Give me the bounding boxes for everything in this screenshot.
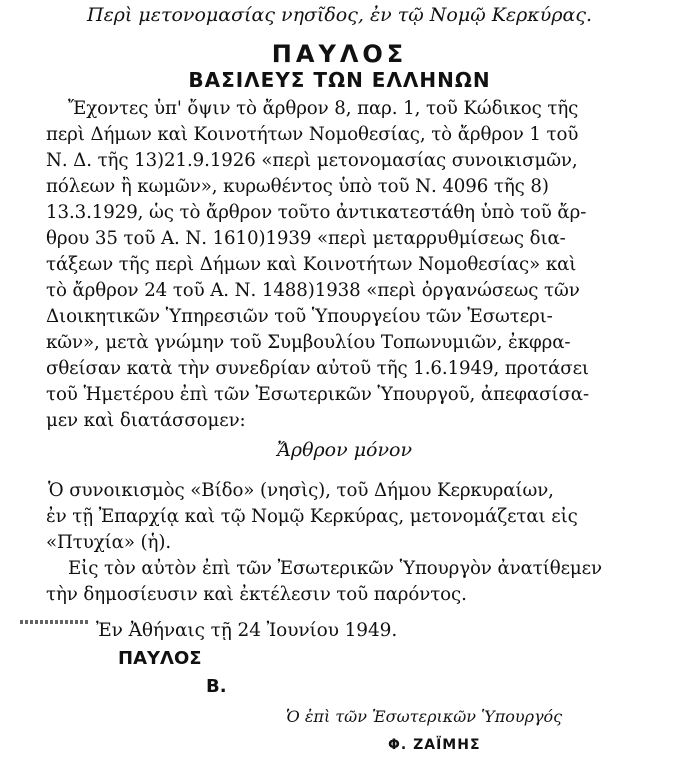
execution-line: Εἰς τὸν αὐτὸν ἐπὶ τῶν Ἐσωτερικῶν Ὑπουργὸν ἀνατίθεμεν bbox=[68, 558, 602, 579]
king-title-heading: ΒΑΣΙΛΕΥΣ ΤΩΝ ΕΛΛΗΝΩΝ bbox=[188, 68, 491, 92]
article-line: «Πτυχία» (ἡ). bbox=[46, 532, 172, 553]
preamble-line: Διοικητικῶν Ὑπηρεσιῶν τοῦ Ὑπουργείου τῶν Ἐσωτερι- bbox=[46, 306, 553, 327]
execution-line: τὴν δημοσίευσιν καὶ ἐκτέλεσιν τοῦ παρόντος. bbox=[46, 584, 467, 605]
place-date: Ἐν Ἀθήναις τῇ 24 Ἰουνίου 1949. bbox=[96, 620, 398, 641]
decree-subtitle: Περὶ μετονομασίας νησῖδος, ἐν τῷ Νομῷ Κερκύρας. bbox=[87, 4, 592, 26]
preamble-line: τὸ ἄρθρον 24 τοῦ Α. Ν. 1488)1938 «περὶ ὀργανώσεως τῶν bbox=[46, 280, 580, 301]
preamble-line: περὶ Δήμων καὶ Κοινοτήτων Νομοθεσίας, τὸ ἄρθρον 1 τοῦ bbox=[46, 124, 579, 145]
article-line: ἐν τῇ Ἐπαρχίᾳ καὶ τῷ Νομῷ Κερκύρας, μετονομάζεται εἰς bbox=[46, 506, 578, 527]
preamble-line: 13.3.1929, ὡς τὸ ἄρθρον τοῦτο ἀντικατεστάθη ὑπὸ τοῦ ἄρ- bbox=[46, 202, 587, 223]
minister-title: Ὁ ἐπὶ τῶν Ἐσωτερικῶν Ὑπουργός bbox=[286, 707, 563, 726]
king-name-heading: ΠΑΥΛΟΣ bbox=[271, 40, 408, 68]
preamble-line: μεν καὶ διατάσσομεν: bbox=[46, 410, 246, 431]
preamble-line: τοῦ Ἡμετέρου ἐπὶ τῶν Ἐσωτερικῶν Ὑπουργοῦ, ἀπεφασίσα- bbox=[46, 384, 589, 405]
preamble-line: θρου 35 τοῦ Α. Ν. 1610)1939 «περὶ μεταρρυθμίσεως δια- bbox=[46, 228, 566, 249]
king-signature: ΠΑΥΛΟΣ bbox=[118, 648, 202, 669]
ink-smudge bbox=[20, 620, 90, 624]
signature-initial: Β. bbox=[206, 676, 227, 697]
preamble-line: σθείσαν κατὰ τὴν συνεδρίαν αὐτοῦ τῆς 1.6.1949, προτάσει bbox=[46, 358, 589, 379]
article-line: Ὁ συνοικισμὸς «Βίδο» (νησὶς), τοῦ Δήμου Κερκυραίων, bbox=[48, 480, 554, 501]
preamble-line: τάξεων τῆς περὶ Δήμων καὶ Κοινοτήτων Νομοθεσίας» καὶ bbox=[46, 254, 577, 275]
preamble-line: Ἔχοντες ὑπ' ὄψιν τὸ ἄρθρον 8, παρ. 1, τοῦ Κώδικος τῆς bbox=[68, 98, 579, 119]
article-heading: Ἄρθρον μόνον bbox=[276, 439, 413, 461]
preamble-line: Ν. Δ. τῆς 13)21.9.1926 «περὶ μετονομασίας συνοικισμῶν, bbox=[46, 150, 578, 171]
minister-name: Φ. ΖΑΪΜΗΣ bbox=[388, 737, 481, 753]
preamble-line: κῶν», μετὰ γνώμην τοῦ Συμβουλίου Τοπωνυμιῶν, ἐκφρα- bbox=[46, 332, 571, 353]
preamble-line: πόλεων ἢ κωμῶν», κυρωθέντος ὑπὸ τοῦ Ν. 4096 τῆς 8) bbox=[46, 176, 549, 197]
